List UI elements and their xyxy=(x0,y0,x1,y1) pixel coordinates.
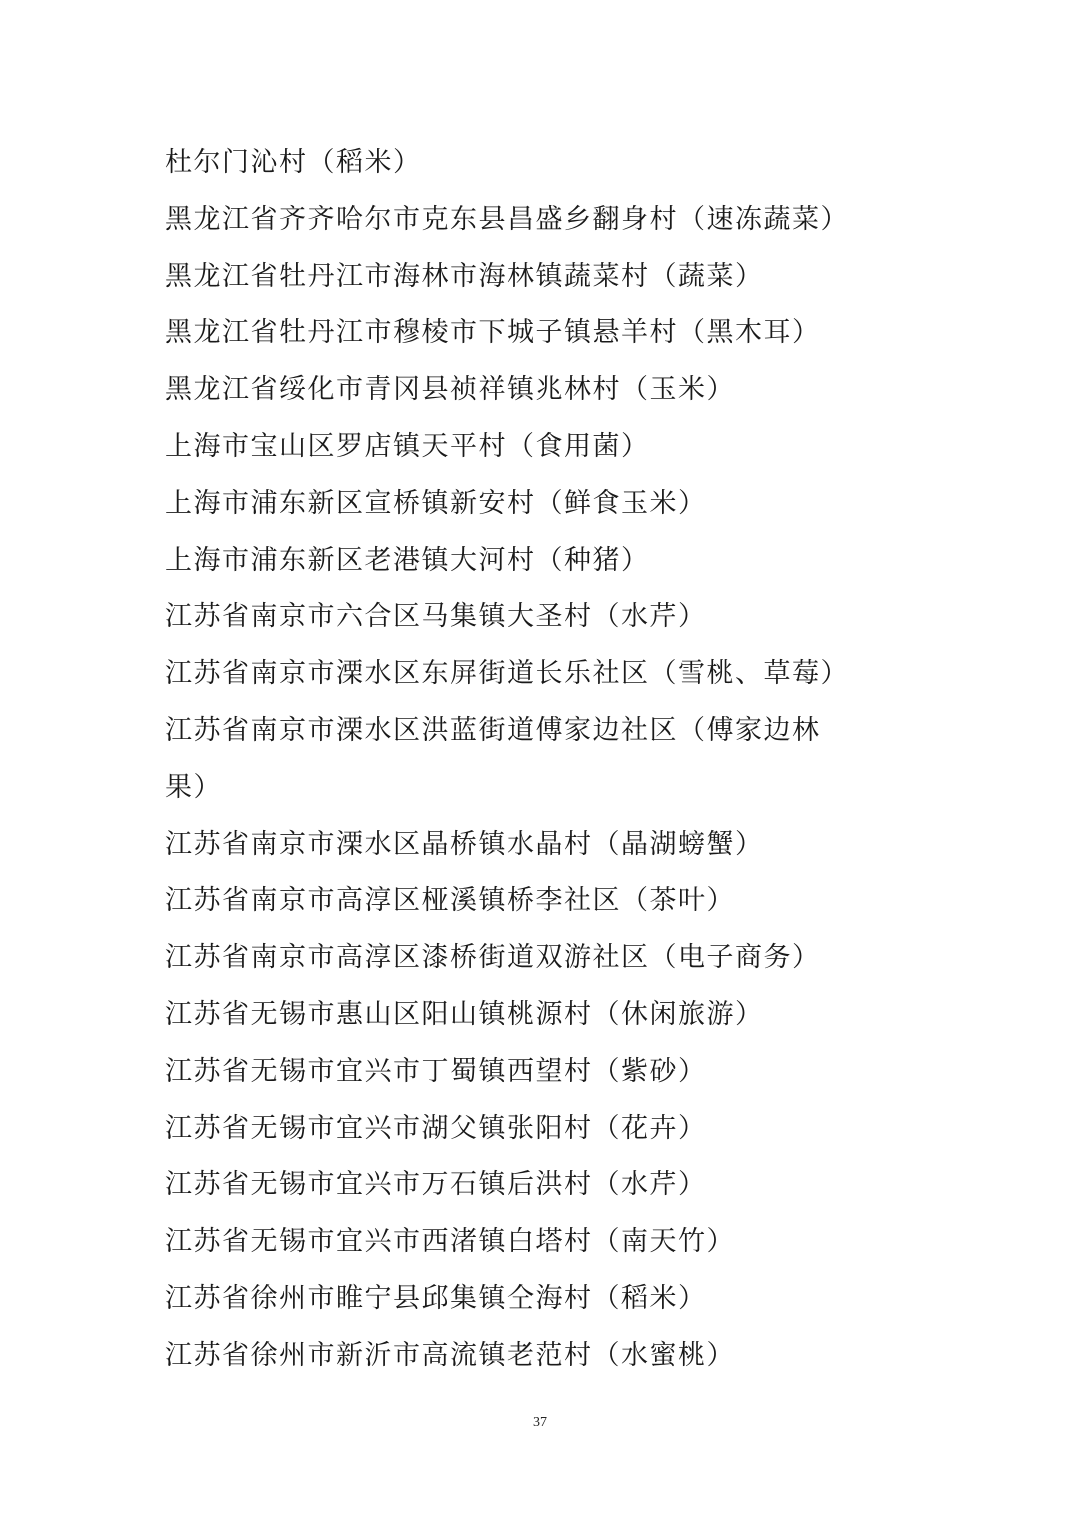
list-item: 上海市浦东新区老港镇大河村（种猪） xyxy=(165,544,650,576)
list-item: 黑龙江省齐齐哈尔市克东县昌盛乡翻身村（速冻蔬菜） xyxy=(165,203,849,235)
list-item: 江苏省无锡市宜兴市丁蜀镇西望村（紫砂） xyxy=(165,1055,707,1087)
list-item: 江苏省无锡市宜兴市湖父镇张阳村（花卉） xyxy=(165,1112,707,1144)
list-item: 江苏省南京市高淳区漆桥街道双游社区（电子商务） xyxy=(165,942,821,974)
list-item: 江苏省徐州市新沂市高流镇老范村（水蜜桃） xyxy=(165,1339,735,1371)
list-item: 杜尔门沁村（稻米） xyxy=(165,147,422,178)
list-item: 江苏省南京市六合区马集镇大圣村（水芹） xyxy=(165,601,707,633)
list-item: 黑龙江省牡丹江市海林市海林镇蔬菜村（蔬菜） xyxy=(165,260,764,292)
list-item: 黑龙江省绥化市青冈县祯祥镇兆林村（玉米） xyxy=(165,374,735,406)
page-number: 37 xyxy=(533,1415,547,1430)
village-list xyxy=(165,135,885,1385)
list-item: 江苏省无锡市宜兴市万石镇后洪村（水芹） xyxy=(165,1169,707,1201)
list-item: 上海市宝山区罗店镇天平村（食用菌） xyxy=(165,430,650,462)
list-item: 江苏省徐州市睢宁县邱集镇仝海村（稻米） xyxy=(165,1282,707,1314)
list-item: 黑龙江省牡丹江市穆棱市下城子镇悬羊村（黑木耳） xyxy=(165,317,821,349)
list-item: 江苏省南京市溧水区东屏街道长乐社区（雪桃、草莓） xyxy=(165,658,849,690)
list-item: 上海市浦东新区宣桥镇新安村（鲜食玉米） xyxy=(165,487,707,519)
list-item: 江苏省南京市溧水区洪蓝街道傅家边社区（傅家边林 xyxy=(165,714,821,746)
list-item: 江苏省无锡市宜兴市西渚镇白塔村（南天竹） xyxy=(165,1226,735,1258)
list-item-continuation: 果） xyxy=(165,771,222,803)
list-item: 江苏省南京市溧水区晶桥镇水晶村（晶湖螃蟹） xyxy=(165,828,764,860)
list-item: 江苏省南京市高淳区桠溪镇桥李社区（茶叶） xyxy=(165,885,735,917)
list-item: 江苏省无锡市惠山区阳山镇桃源村（休闲旅游） xyxy=(165,998,764,1030)
